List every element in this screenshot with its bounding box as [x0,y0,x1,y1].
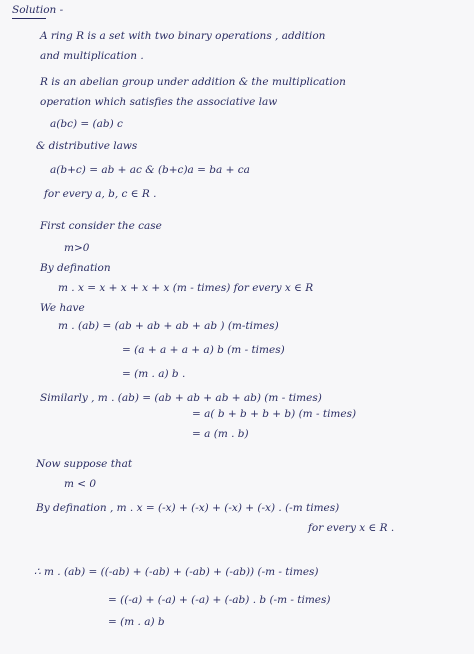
text-line: A ring R is a set with two binary operations , addition [40,30,326,42]
math-line: = a (m . b) [192,428,249,440]
math-line: m . (ab) = (ab + ab + ab + ab ) (m-times) [58,320,279,332]
math-line: = ((-a) + (-a) + (-a) + (-ab) . b (-m - times) [108,594,331,606]
text-line: R is an abelian group under addition & the multiplication [40,76,346,88]
math-line: = a( b + b + b + b) (m - times) [192,408,357,420]
math-line: ∴ m . (ab) = ((-ab) + (-ab) + (-ab) + (-ab)) (-m - times) [34,566,319,578]
text-line: Similarly , m . (ab) = (ab + ab + ab + ab) (m - times) [40,392,322,404]
text-line: operation which satisfies the associative law [40,96,278,108]
text-line: First consider the case [40,220,162,232]
text-line: & distributive laws [36,140,138,152]
text-line: By defination , m . x = (-x) + (-x) + (-x) + (-x) . (-m times) [36,502,340,514]
math-line: m . x = x + x + x + x (m - times) for every x ∈ R [58,282,314,294]
math-line: = (m . a) b [108,616,165,628]
math-line: m < 0 [64,478,97,490]
math-line: a(bc) = (ab) c [50,118,123,130]
text-line: for every a, b, c ∈ R . [44,188,157,200]
solution-heading: Solution - [12,4,64,16]
text-line: and multiplication . [40,50,144,62]
text-line: Now suppose that [36,458,133,470]
text-line: We have [40,302,85,314]
text-line: By defination [40,262,111,274]
math-line: = (a + a + a + a) b (m - times) [122,344,285,356]
math-line: m>0 [64,242,90,254]
math-line: = (m . a) b . [122,368,186,380]
math-line: a(b+c) = ab + ac & (b+c)a = ba + ca [50,164,250,176]
heading-underline [12,18,46,19]
text-line: for every x ∈ R . [308,522,395,534]
